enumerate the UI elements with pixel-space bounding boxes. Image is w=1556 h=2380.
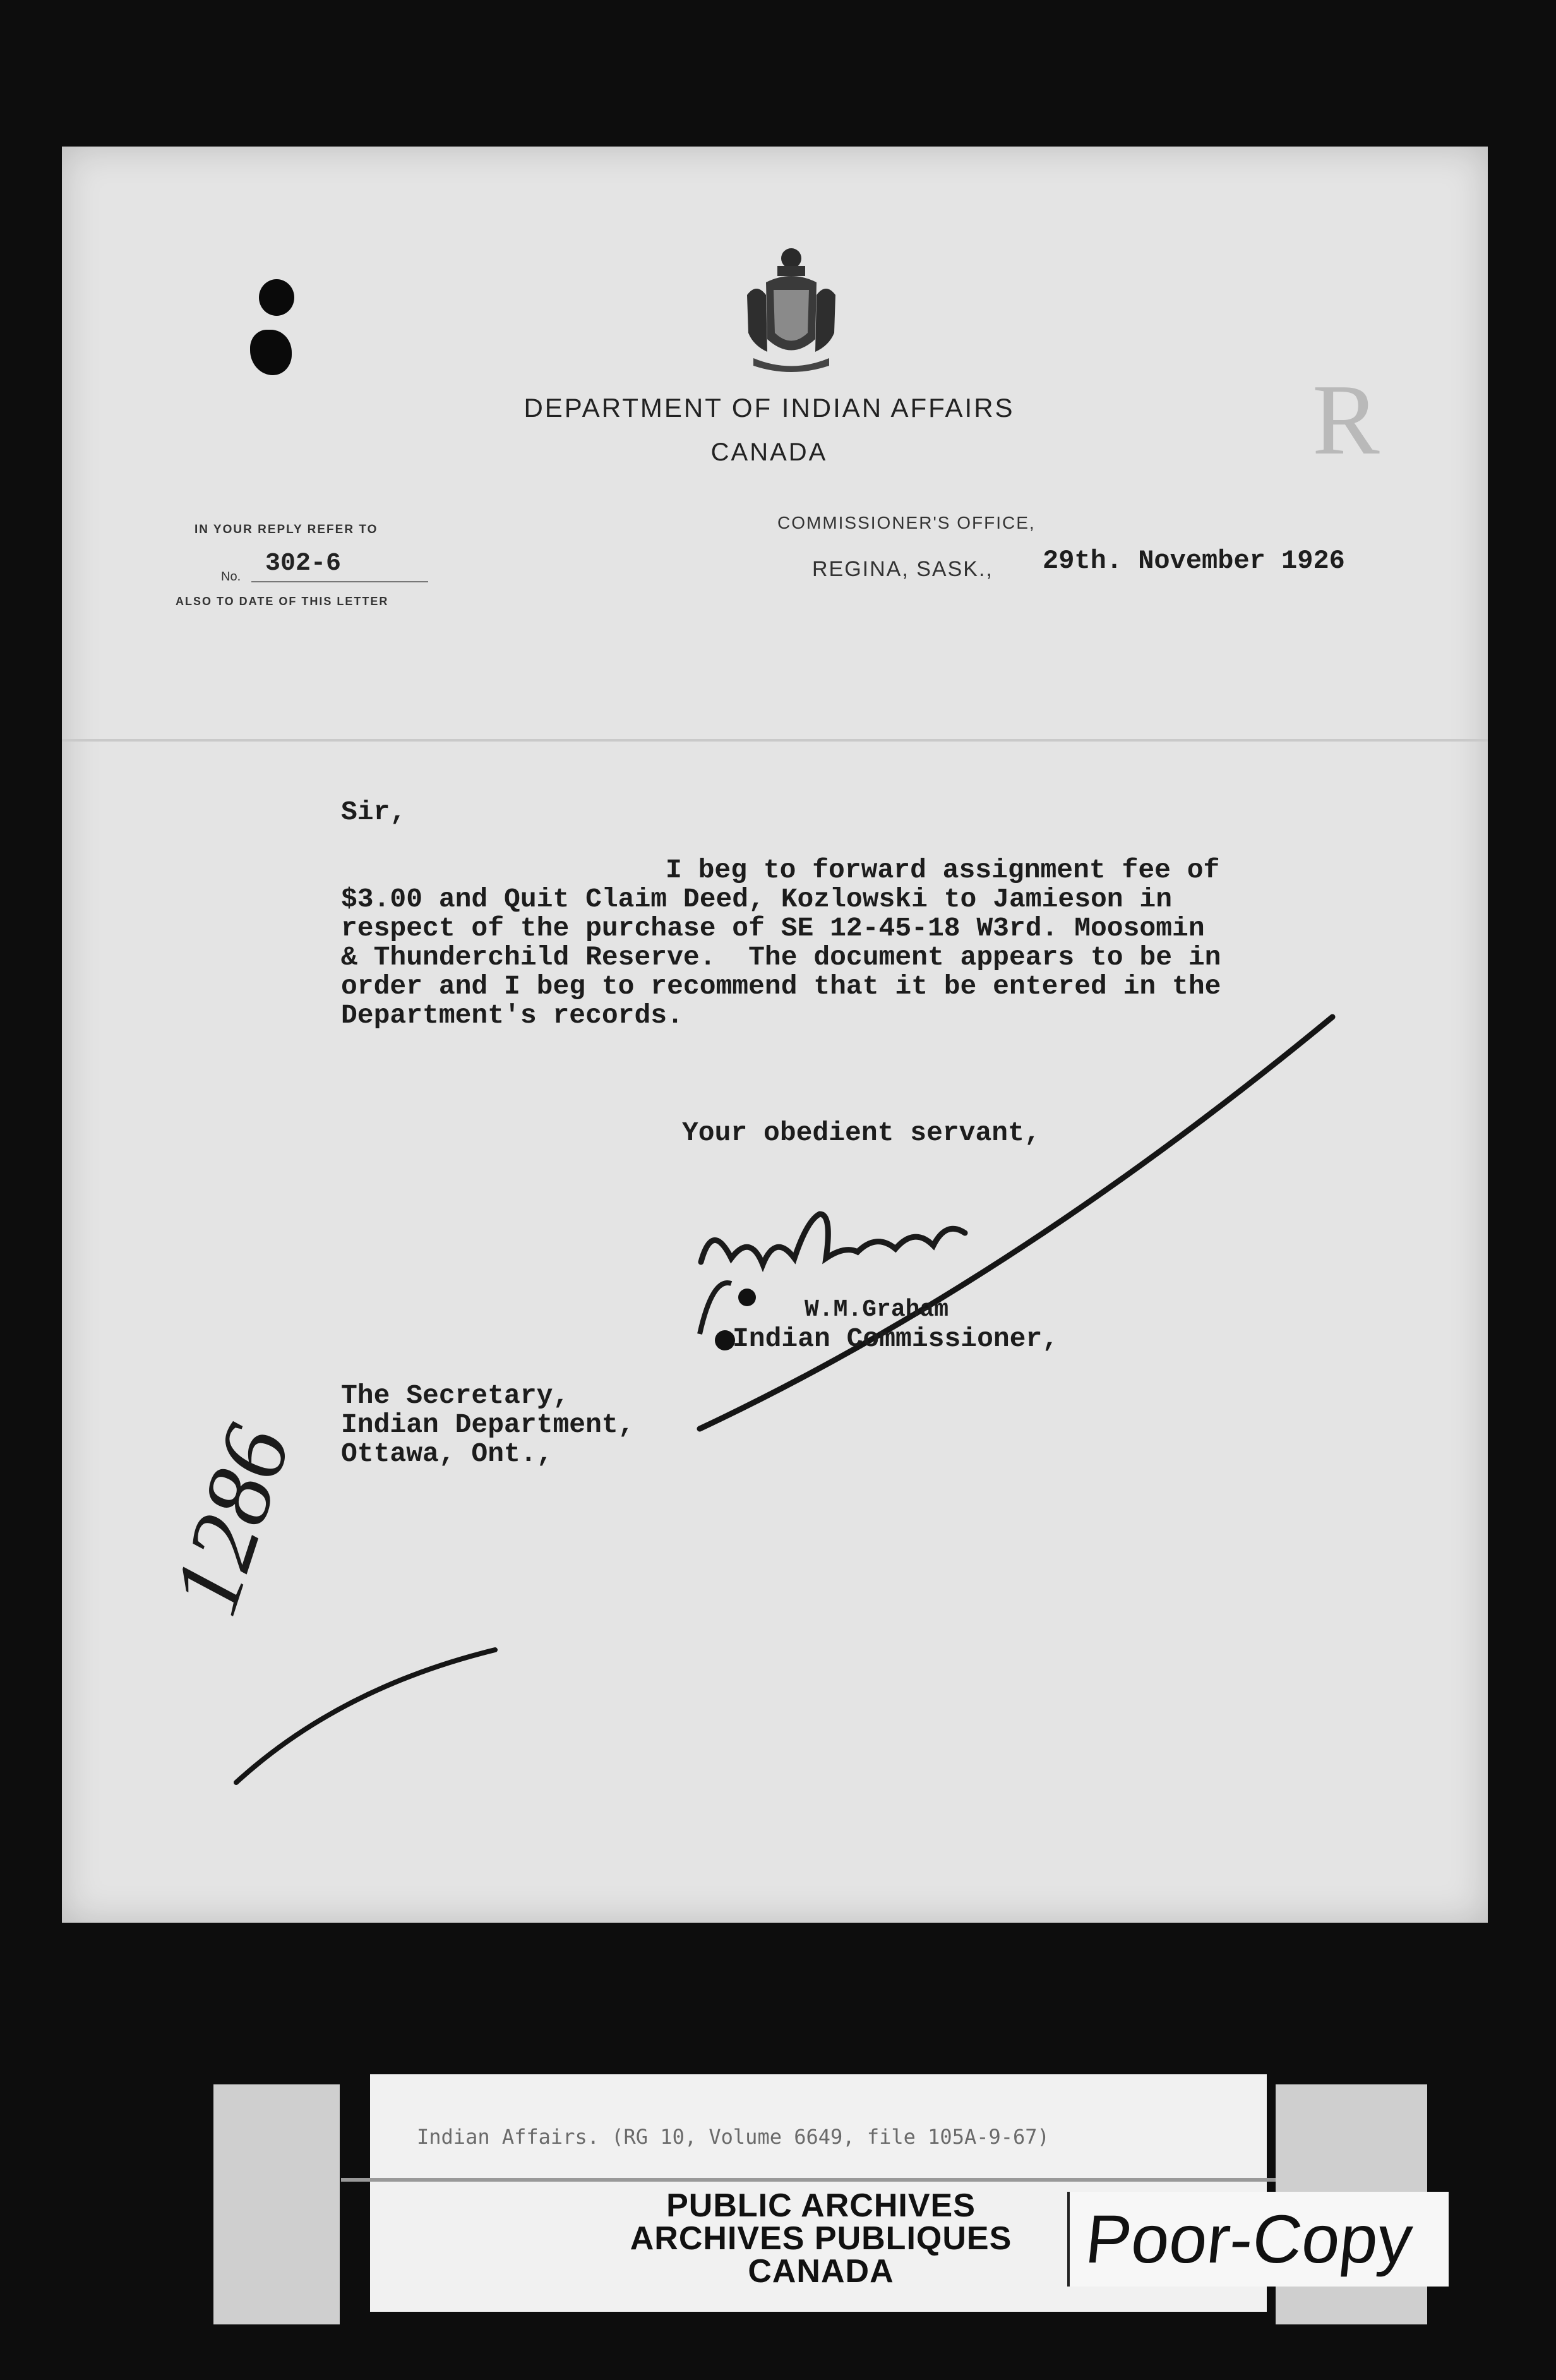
poor-copy-text: Poor-Copy (1082, 2201, 1416, 2277)
office-name: COMMISSIONER'S OFFICE, (777, 513, 1036, 532)
letter-date: 29th. November 1926 (1043, 546, 1345, 576)
letter-page (62, 147, 1488, 1923)
body-line-4: & Thunderchild Reserve. The document appears to be in (341, 942, 1221, 973)
body-line-3: respect of the purchase of SE 12-45-18 W3rd. Moosomin (341, 913, 1205, 944)
file-number: 302-6 (265, 550, 342, 578)
archive-line-1: PUBLIC ARCHIVES (666, 2187, 976, 2224)
signature-strokes (62, 147, 1488, 1923)
closing: Your obedient servant, (682, 1117, 1041, 1148)
poor-copy-stamp (1067, 2192, 1449, 2287)
body-line-1: I beg to forward assignment fee of (666, 855, 1220, 886)
margin-note: 1286 (152, 1413, 311, 1626)
body-line-5: order and I beg to recommend that it be entered in the (341, 971, 1221, 1002)
signatory-name: W.M.Graham (805, 1296, 949, 1323)
signatory-title: Indian Commissioner, (733, 1323, 1059, 1354)
body-line-2: $3.00 and Quit Claim Deed, Kozlowski to Jamieson in (341, 884, 1173, 915)
label-left-strip (213, 2084, 340, 2324)
archive-line-3: CANADA (748, 2253, 894, 2290)
archive-line-2: ARCHIVES PUBLIQUES (630, 2220, 1012, 2257)
body-line-6: Department's records. (341, 1000, 683, 1031)
file-number-label: No. (221, 570, 241, 584)
date-note: ALSO TO DATE OF THIS LETTER (176, 595, 389, 608)
addressee-line-3: Ottawa, Ont., (341, 1438, 553, 1469)
department-heading: DEPARTMENT OF INDIAN AFFAIRS (524, 393, 1015, 423)
addressee-line-2: Indian Department, (341, 1409, 635, 1440)
archive-reference: Indian Affairs. (RG 10, Volume 6649, file 105A-9-67) (417, 2125, 1050, 2149)
reply-note: IN YOUR REPLY REFER TO (194, 523, 378, 536)
label-fold (341, 2178, 1276, 2182)
country-heading: CANADA (710, 438, 828, 466)
addressee-line-1: The Secretary, (341, 1380, 570, 1411)
salutation: Sir, (341, 796, 407, 827)
received-stamp: R (1312, 363, 1380, 476)
office-place: REGINA, SASK., (812, 557, 993, 581)
